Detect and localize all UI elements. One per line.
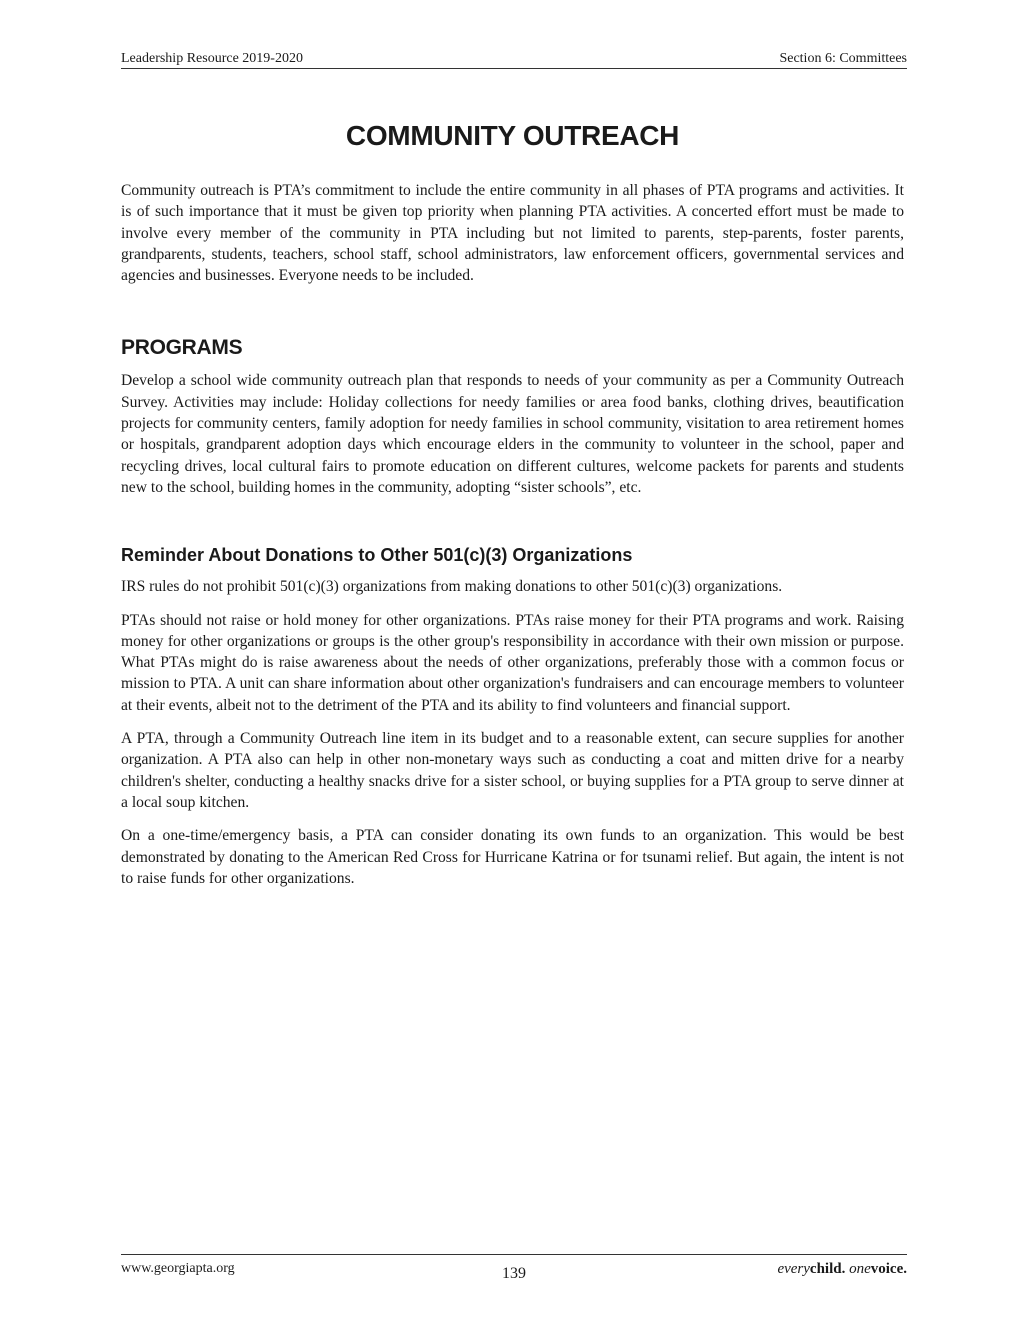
reminder-paragraph-2: PTAs should not raise or hold money for other organizations. PTAs raise money for their PTA programs and work. Raising money for other organizations or groups is the other group's responsibility in accordance with their own mission or purpose. What PTAs might do is raise awareness about the needs of other organizations, preferably those with a common focus or mission to PTA. A unit can share information about other organization's fundraisers and can encourage members to volunteer at their events, albeit not to the detriment of the PTA and its ability to find volunteers and financial support. — [121, 611, 904, 714]
reminder-paragraph-3: A PTA, through a Community Outreach line item in its budget and to a reasonable extent, can secure supplies for another organization. A PTA also can help in other non-monetary ways such as conducting a coat and mitten drive for a nearby children's shelter, conducting a healthy snacks drive for a sister school, or buying supplies for a PTA group to serve dinner at a local soup kitchen. — [121, 730, 904, 811]
reminder-paragraph-4: On a one-time/emergency basis, a PTA can consider donating its own funds to an organization. This would be best demonstrated by donating to the American Red Cross for Hurricane Katrina or for tsunami relief. But again, the intent is not to raise funds for other organizations. — [121, 827, 904, 887]
intro-paragraph: Community outreach is PTA’s commitment to include the entire community in all phases of PTA programs and activities. It is of such importance that it must be given top priority when planning PTA activities. A concerted effort must be made to involve every member of the community in PTA including but not limited to parents, step-parents, foster parents, grandparents, students, teachers, school staff, school administrators, law enforcement officers, governmental services and agencies and businesses. Everyone needs to be included. — [121, 182, 904, 285]
programs-paragraph: Develop a school wide community outreach plan that responds to needs of your community as per a Community Outreach Survey. Activities may include: Holiday collections for needy families or area food banks, clothing drives, beautification projects for community centers, family adoption for needy families in school community, visitation to area retirement homes or hospitals, grandparent adoption days which encourage elders in the community to volunteer in the school, paper and recycling drives, local cultural fairs to promote education on different cultures, welcome packets for parents and students new to the school, building homes in the community, adopting “sister schools”, etc. — [121, 372, 904, 496]
tagline-one: one — [849, 1261, 871, 1277]
footer-tagline — [777, 1261, 907, 1278]
page-content — [121, 110, 904, 889]
page-header — [121, 50, 907, 69]
tagline-voice: voice. — [870, 1261, 907, 1277]
header-document-title: Leadership Resource 2019-2020 — [121, 51, 303, 66]
reminder-heading: Reminder About Donations to Other 501(c)(3) Organizations — [121, 545, 633, 566]
programs-heading: PROGRAMS — [121, 336, 243, 360]
tagline-child: child. — [809, 1261, 846, 1277]
footer-website-link[interactable]: www.georgiapta.org — [121, 1261, 235, 1276]
tagline-every: every — [777, 1261, 810, 1277]
header-section-title: Section 6: Committees — [779, 51, 907, 66]
reminder-paragraph-1: IRS rules do not prohibit 501(c)(3) organizations from making donations to other 501(c)(3) organizations. — [121, 578, 783, 596]
page-footer — [121, 1254, 907, 1285]
page-number: 139 — [502, 1265, 526, 1282]
page-title: COMMUNITY OUTREACH — [345, 120, 680, 151]
